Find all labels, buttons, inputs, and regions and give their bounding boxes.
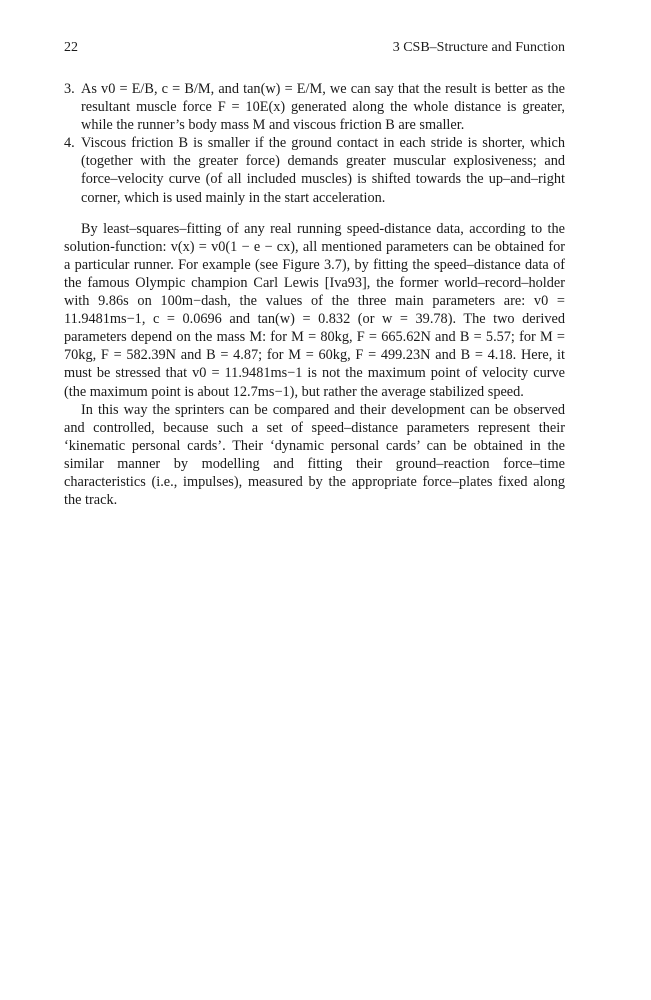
running-head: 3 CSB–Structure and Function <box>392 40 565 55</box>
page-header <box>64 40 565 58</box>
page-body <box>64 80 565 509</box>
list-item-text: As v0 = E/B, c = B/M, and tan(w) = E/M, we can say that the result is better as the resultant muscle force F = 10E(x) generated along the whole distance is greater, while the runner’s body mass M and viscous friction B are smaller. <box>81 81 565 134</box>
page-number: 22 <box>64 40 78 55</box>
numbered-list <box>64 80 565 207</box>
list-item-text: Viscous friction B is smaller if the ground contact in each stride is shorter, which (together with the greater force) demands greater muscular explosiveness; and force–velocity curve (of all included muscles) is shifted towards the up–and–right corner, which is used mainly in the start acceleration. <box>81 135 565 206</box>
list-item-number: 4. <box>64 135 75 152</box>
list-item <box>64 80 565 134</box>
list-item-number: 3. <box>64 81 75 97</box>
body-paragraph: In this way the sprinters can be compared and their development can be observed and controlled, because such a set of speed–distance parameters represent their ‘kinematic personal cards’. Their ‘dynamic personal cards’ can be obtained in the similar manner by modelling and fitting their ground–reaction force–time characteristics (i.e., impulses), measured by the appropriate force–plates fixed along the track. <box>64 401 565 509</box>
body-paragraph: By least–squares–fitting of any real running speed-distance data, according to the solution-function: v(x) = v0(1 − e − cx), all mentioned parameters can be obtained for a particular runner. For example (see Figure 3.7), by fitting the speed–distance data of the famous Olympic champion Carl Lewis [Iva93], the former world–record–holder with 9.86s on 100m−dash, the values of the three main parameters are: v0 = 11.9481ms−1, c = 0.0696 and tan(w) = 0.832 (or w = 39.78). The two derived parameters depend on the mass M: for M = 80kg, F = 665.62N and B = 5.57; for M = 70kg, F = 582.39N and B = 4.87; for M = 60kg, F = 499.23N and B = 4.18. Here, it must be stressed that v0 = 11.9481ms−1 is not the maximum point of velocity curve (the maximum point is about 12.7ms−1), but rather the average stabilized speed. <box>64 220 565 400</box>
list-item <box>64 134 565 206</box>
